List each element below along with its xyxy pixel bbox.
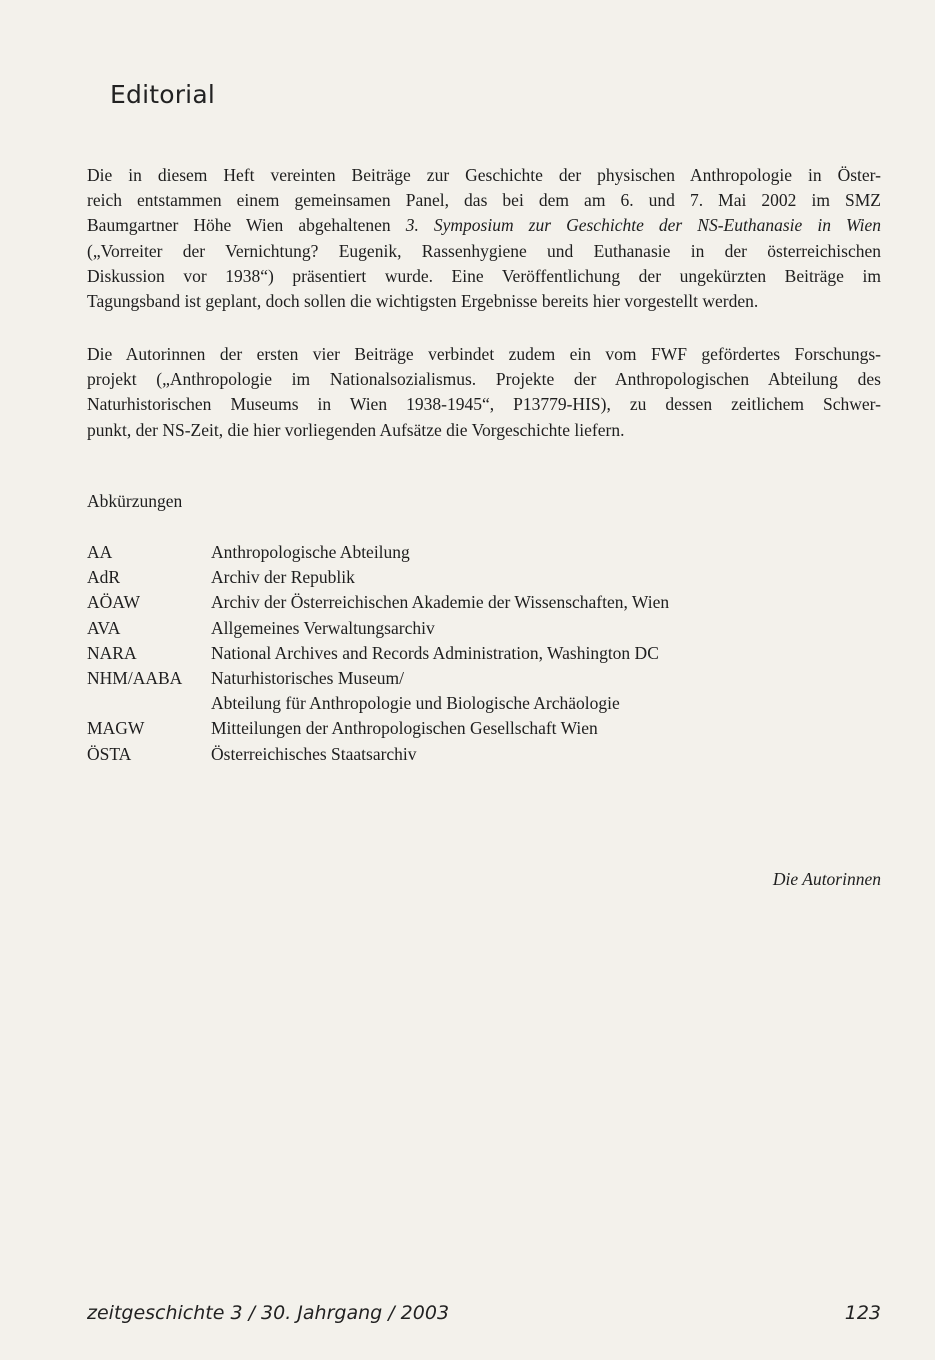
abbreviation-code: NHM/AABA bbox=[87, 668, 183, 689]
abbreviation-description: Archiv der Republik bbox=[211, 567, 355, 588]
text-line: Die Autorinnen der ersten vier Beiträge verbindet zudem ein vom FWF gefördertes Forschungs- bbox=[87, 344, 881, 364]
abbreviation-description: Abteilung für Anthropologie und Biologische Archäologie bbox=[211, 693, 620, 714]
abbreviation-row bbox=[87, 716, 881, 741]
text-line: projekt („Anthropologie im Nationalsozialismus. Projekte der Anthropologischen Abteilung des bbox=[87, 369, 881, 390]
abbreviation-row bbox=[87, 616, 881, 641]
abbreviation-description: Naturhistorisches Museum/ bbox=[211, 668, 404, 689]
abbreviation-code: AVA bbox=[87, 617, 121, 638]
abbreviation-code: AA bbox=[87, 542, 113, 562]
abbreviation-description: Österreichisches Staatsarchiv bbox=[211, 743, 417, 764]
text-line: Die in diesem Heft vereinten Beiträge zur Geschichte der physischen Anthropologie in Öster- bbox=[87, 165, 881, 185]
text-line: Naturhistorischen Museums in Wien 1938-1945“, P13779-HIS), zu dessen zeitlichem Schwer- bbox=[87, 394, 881, 415]
abbreviations-list bbox=[87, 540, 881, 767]
text-line: reich entstammen einem gemeinsamen Panel, das bei dem am 6. und 7. Mai 2002 im SMZ bbox=[87, 190, 881, 211]
footer-journal: zeitgeschichte 3 / 30. Jahrgang / 2003 bbox=[87, 1302, 450, 1324]
abbreviation-code: NARA bbox=[87, 642, 137, 663]
signature: Die Autorinnen bbox=[772, 869, 881, 889]
abbreviation-description: Allgemeines Verwaltungsarchiv bbox=[211, 617, 435, 638]
abbreviation-row bbox=[87, 742, 881, 767]
abbreviations-heading: Abkürzungen bbox=[87, 491, 183, 511]
page-title: Editorial bbox=[110, 80, 215, 109]
abbreviation-row bbox=[87, 641, 881, 666]
page-number: 123 bbox=[844, 1302, 881, 1324]
abbreviation-row bbox=[87, 565, 881, 590]
text-line: Tagungsband ist geplant, doch sollen die wichtigsten Ergebnisse bereits hier vorgestellt werden. bbox=[87, 291, 759, 312]
abbreviation-code: ÖSTA bbox=[87, 743, 132, 764]
abbreviation-code bbox=[87, 691, 211, 716]
paragraph-project bbox=[87, 342, 881, 443]
abbreviation-description: Anthropologische Abteilung bbox=[211, 542, 410, 562]
abbreviation-row bbox=[87, 666, 881, 691]
abbreviation-code: AÖAW bbox=[87, 592, 141, 613]
abbreviation-description: National Archives and Records Administration, Washington DC bbox=[211, 642, 659, 663]
paragraph-intro bbox=[87, 163, 881, 314]
text-line: Baumgartner Höhe Wien abgehaltenen bbox=[87, 215, 406, 236]
abbreviation-code: MAGW bbox=[87, 718, 145, 739]
text-line: („Vorreiter der Vernichtung? Eugenik, Rassenhygiene und Euthanasie in der österreichischen bbox=[87, 240, 881, 261]
abbreviation-code: AdR bbox=[87, 567, 121, 588]
abbreviation-description: Archiv der Österreichischen Akademie der Wissenschaften, Wien bbox=[211, 592, 670, 613]
abbreviation-row bbox=[87, 691, 881, 716]
abbreviation-description: Mitteilungen der Anthropologischen Gesellschaft Wien bbox=[211, 718, 598, 739]
abbreviation-row bbox=[87, 590, 881, 615]
symposium-title: 3. Symposium zur Geschichte der NS-Euthanasie in Wien bbox=[405, 215, 881, 236]
text-line: Diskussion vor 1938“) präsentiert wurde. Eine Veröffentlichung der ungekürzten Beiträge im bbox=[87, 265, 881, 286]
text-line: punkt, der NS-Zeit, die hier vorliegenden Aufsätze die Vorgeschichte liefern. bbox=[87, 419, 625, 440]
abbreviation-row bbox=[87, 540, 881, 565]
text-line-with-title bbox=[87, 213, 881, 238]
